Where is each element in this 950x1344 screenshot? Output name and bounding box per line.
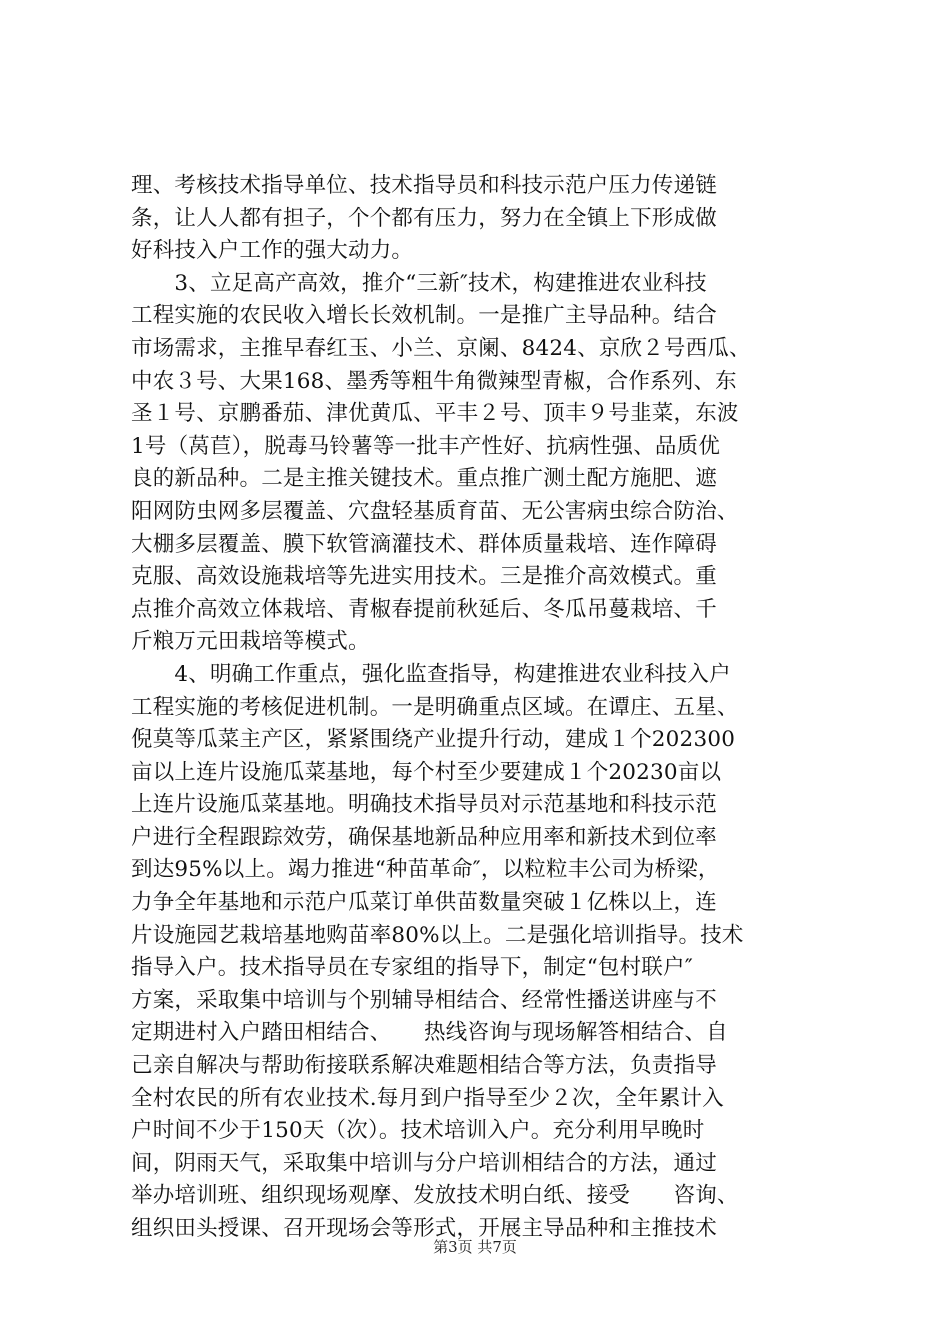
document-body <box>131 170 831 1246</box>
page-number-footer: 第3页 共7页 <box>433 1238 517 1256</box>
text-line: 克服、高效设施栽培等先进实用技术。三是推介高效模式。重 <box>131 564 717 590</box>
text-line: 点推介高效立体栽培、青椒春提前秋延后、冬瓜吊蔓栽培、千 <box>131 596 717 622</box>
text-line: 市场需求，主推早春红玉、小兰、京阑、8424、京欣２号西瓜、 <box>131 335 751 361</box>
text-line: 举办培训班、组织现场观摩、发放技术明白纸、接受 咨询、 <box>131 1183 739 1209</box>
text-line: 好科技入户工作的强大动力。 <box>131 238 414 264</box>
text-line: 理、考核技术指导单位、技术指导员和科技示范户压力传递链 <box>131 173 717 198</box>
text-line: 到达95%以上。竭力推进“种苗革命″，以粒粒丰公司为桥梁， <box>131 857 720 883</box>
text-line: 大棚多层覆盖、膜下软管滴灌技术、群体质量栽培、连作障碍 <box>131 531 717 557</box>
text-line: 工程实施的考核促进机制。一是明确重点区域。在谭庄、五星、 <box>131 694 739 720</box>
text-line: 定期进村入户踏田相结合、 热线咨询与现场解答相结合、自 <box>131 1020 728 1046</box>
text-line: 斤粮万元田栽培等模式。 <box>131 629 370 655</box>
text-line: 4、明确工作重点，强化监查指导，构建推进农业科技入户 <box>131 661 731 687</box>
text-line: 力争全年基地和示范户瓜菜订单供苗数量突破１亿株以上，连 <box>131 890 717 916</box>
text-line: 良的新品种。二是主推关键技术。重点推广测土配方施肥、遮 <box>131 466 717 492</box>
text-line: 工程实施的农民收入增长长效机制。一是推广主导品种。结合 <box>131 303 717 329</box>
text-line: 圣１号、京鹏番茄、津优黄瓜、平丰２号、顶丰９号韭菜，东波 <box>131 401 739 427</box>
text-line: 1号（莴苣），脱毒马铃薯等一批丰产性好、抗病性强、品质优 <box>131 433 721 459</box>
text-line: 中农３号、大果168、墨秀等粗牛角微辣型青椒，合作系列、东 <box>131 368 737 394</box>
text-line: 指导入户。技术指导员在专家组的指导下，制定“包村联户″ <box>131 955 693 981</box>
text-line: 倪莫等瓜菜主产区，紧紧围绕产业提升行动，建成１个202300 <box>131 727 736 753</box>
text-line: 亩以上连片设施瓜菜基地，每个村至少要建成１个20230亩以 <box>131 759 722 785</box>
text-line: 户进行全程跟踪效劳，确保基地新品种应用率和新技术到位率 <box>131 824 717 850</box>
text-line: 3、立足高产高效，推介“三新″技术，构建推进农业科技 <box>131 270 707 296</box>
text-line: 方案，采取集中培训与个别辅导相结合、经常性播送讲座与不 <box>131 987 717 1013</box>
text-line: 片设施园艺栽培基地购苗率80%以上。二是强化培训指导。技术 <box>131 922 744 948</box>
text-line: 上连片设施瓜菜基地。明确技术指导员对示范基地和科技示范 <box>131 792 717 818</box>
text-line: 条，让人人都有担子，个个都有压力，努力在全镇上下形成做 <box>131 205 717 231</box>
text-line: 己亲自解决与帮助衔接联系解决难题相结合等方法，负责指导 <box>131 1053 717 1079</box>
text-line: 户时间不少于150天（次）。技术培训入户。充分利用早晚时 <box>131 1118 705 1144</box>
text-line: 阳网防虫网多层覆盖、穴盘轻基质育苗、无公害病虫综合防治、 <box>131 498 739 524</box>
text-line: 全村农民的所有农业技术.每月到户指导至少２次，全年累计入 <box>131 1085 724 1111</box>
text-line: 间，阴雨天气，采取集中培训与分户培训相结合的方法，通过 <box>131 1150 717 1176</box>
text-line: 组织田头授课、召开现场会等形式，开展主导品种和主推技术 <box>131 1216 717 1241</box>
